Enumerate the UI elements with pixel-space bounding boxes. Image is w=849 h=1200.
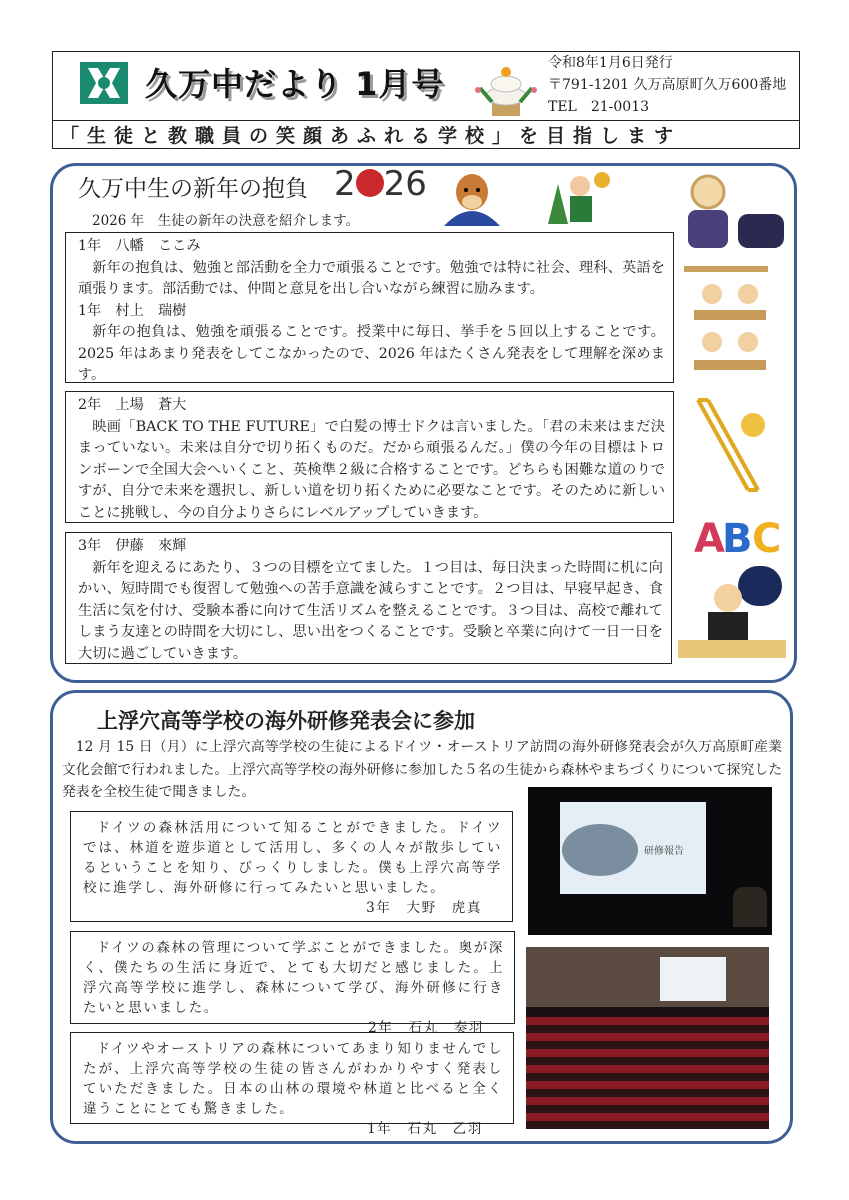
horse-mascot-icon (440, 168, 504, 228)
studying-student-icon (678, 562, 786, 660)
comment-text: ドイツやオーストリアの森林についてあまり知りませんでしたが、上浮穴高等学校の生徒の皆さんがわかりやすく発表していただきました。日本の山林の環境や林道と比べると全く違うことにとても驚きました。 (83, 1041, 503, 1117)
section-title: 久万中生の新年の抱負 (78, 176, 308, 202)
classroom-students-icon (690, 280, 770, 390)
kendo-student-icon (680, 170, 788, 278)
projector-screen (660, 957, 726, 1001)
resolution-box (65, 232, 674, 383)
year-graphic: 2 26 (334, 164, 427, 204)
resolution-text: 映画「BACK TO THE FUTURE」で白髪の博士ドクは言いました。「君の未来はまだ決まっていない。未来は自分で切り拓くものだ。だから頑張るんだ。」僕の今年の目標はトロンボーンで全国大会へいくこと、英検準２級に合格することです。どちらも困難な道のりですが、自分で未来を選択し、新しい道を切り拓くために必要なことです。そのために新しいことに挑戦し、今の自分よりさらにレベルアップしていきます。 (78, 418, 665, 521)
resolution-text: 新年を迎えるにあたり、３つの目標を立てました。１つ目は、毎日決まった時間に机に向かい、短時間でも復習して勉強への苦手意識を減らすことです。２つ目は、早寝早起き、食生活に気を付け、受験本番に向けて生活リズムを整えることです。３つ目は、高校で離れてしまう友達との時間を大切にし、思い出をつくることです。受験と卒業に向けて一日一日を大切に過ごしていきます。 (78, 559, 663, 662)
comment-box (70, 811, 513, 922)
resolution-text: 新年の抱負は、勉強を頑張ることです。授業中に毎日、挙手を５回以上することです。2025 年はあまり発表をしてこなかったので、2026 年はたくさん発表をして理解を深めます。 (78, 324, 665, 383)
section-title: 上浮穴高等学校の海外研修発表会に参加 (97, 709, 475, 733)
svg-text:A: A (694, 516, 725, 558)
comment-box (70, 931, 515, 1036)
student-name: 1年 八幡 ここみ (78, 238, 201, 254)
kagami-mochi-icon (472, 58, 540, 118)
comment-signature: 1年 石丸 乙羽 (367, 1121, 483, 1137)
trombone-icon (688, 395, 768, 500)
section-intro: 12 月 15 日（月）に上浮穴高等学校の生徒によるドイツ・オーストリア訪問の海外研修発表会が久万高原町産業文化会館で行われました。上浮穴高等学校の海外研修に参加した５名の生徒から森林やまちづくりについて探究した発表を全校生徒で聞きました。 (62, 739, 782, 800)
kadomatsu-icon (540, 168, 615, 226)
abc-letters-icon (694, 508, 784, 558)
comment-signature: 3年 大野 虎真 (366, 900, 482, 916)
comment-text: ドイツの森林活用について知ることができました。ドイツでは、林道を遊歩道として活用し、多くの人々が散歩しているということを知り、びっくりしました。僕も上浮穴高等学校に進学し、海外研修に行ってみたいと思いました。 (83, 820, 502, 896)
slide-photo (562, 824, 638, 876)
issue-info (548, 52, 786, 118)
presentation-screen-photo (528, 787, 772, 935)
projector-screen (560, 802, 706, 894)
audience-seats (526, 1017, 769, 1129)
school-motto: 「生徒と教職員の笑顔あふれる学校」を目指します (60, 125, 682, 147)
auditorium-photo (526, 947, 769, 1129)
student-name: 2年 上場 蒼大 (78, 397, 187, 413)
resolution-text: 新年の抱負は、勉強と部活動を全力で頑張ることです。勉強では特に社会、理科、英語を頑張ります。部活動では、仲間と意見を出し合いながら練習に励みます。 (78, 259, 665, 297)
comment-signature: 2年 石丸 奏羽 (368, 1020, 484, 1036)
student-name: 3年 伊藤 來輝 (78, 538, 187, 554)
svg-text:B: B (722, 516, 753, 558)
section-subtitle: 2026 年 生徒の新年の決意を紹介します。 (92, 213, 360, 229)
school-logo-icon (78, 60, 130, 106)
school-tel: TEL 21-0013 (548, 99, 650, 115)
svg-text:C: C (752, 516, 782, 558)
slide-title: 研修報告 (644, 846, 684, 857)
issue-date: 令和8年1月6日発行 (548, 55, 673, 71)
resolution-box (65, 391, 674, 523)
comment-box (70, 1032, 514, 1137)
newsletter-title: 久万中だより 1月号 (145, 65, 445, 103)
school-address: 〒791-1201 久万高原町久万600番地 (548, 77, 787, 93)
resolution-box (65, 532, 672, 664)
stage-wall (526, 947, 769, 1007)
horse-face-icon (356, 169, 384, 197)
student-name: 1年 村上 瑞樹 (78, 302, 187, 319)
comment-text: ドイツの森林の管理について学ぶことができました。奥が深く、僕たちの生活に身近で、とても大切だと感じました。上浮穴高等学校に進学し、森林について学び、海外研修に行きたいと思いました。 (83, 940, 504, 1016)
presenters (733, 887, 767, 927)
